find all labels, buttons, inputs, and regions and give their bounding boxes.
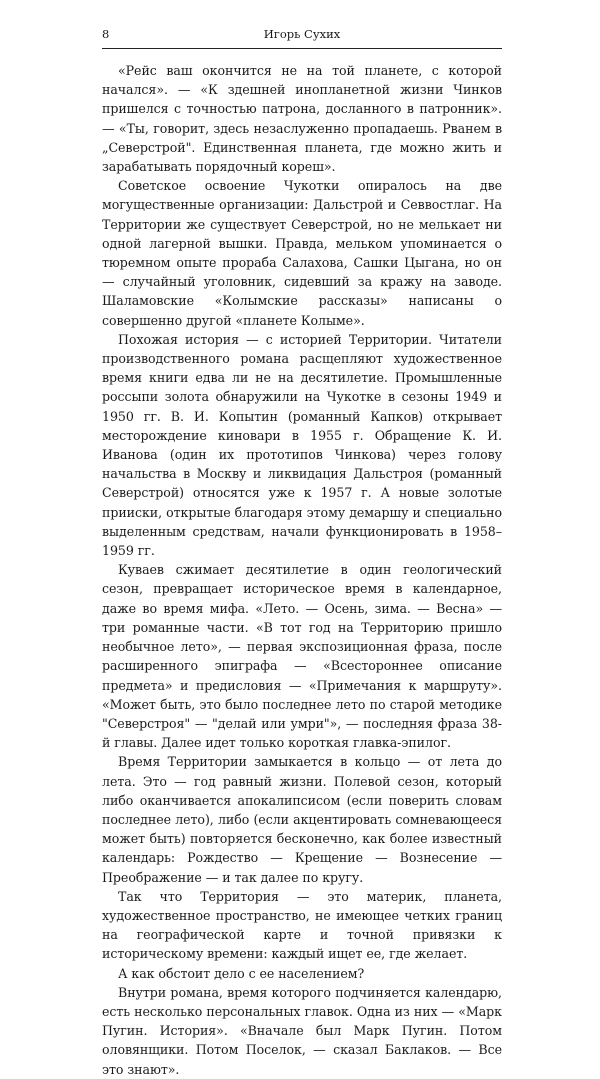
- paragraph: Куваев сжимает десятилетие в один геологический сезон, превращает историческое время в календарное, даже во время мифа. «Лето. — Осень, зима. — Весна» — три романные части. «В тот год на Территорию пришло необычное лето», — первая экспозиционная фраза, после расширенного эпиграфа — «Всестороннее описание предмета» и предисловия — «Примечания к маршруту». «Может быть, это было последнее лето по старой методике "Северстроя" — "делай или умри"», — последняя фраза 38-й главы. Далее идет только короткая главка-эпилог.: [102, 562, 502, 751]
- paragraph: «Рейс ваш окончится не на той планете, с которой начался». — «К здешней инопланетной жизни Чинков пришелся с точностью патрона, досланного в патронник». — «Ты, говорит, здесь незаслуженно пропадаешь. Рванем в „Северстрой". Единственная планета, где можно жить и зарабатывать порядочный кореш».: [102, 63, 502, 175]
- paragraph: Советское освоение Чукотки опиралось на две могущественные организации: Дальстрой и Севвостлаг. На Территории же существует Северстрой, но не мелькает ни одной лагерной вышки. Правда, мельком упоминается о тюремном опыте прораба Салахова, Сашки Цыгана, но он — случайный уголовник, сидевший за кражу на заводе. Шаламовские «Колымские рассказы» написаны о совершенно другой «планете Колыме».: [102, 178, 502, 328]
- paragraph: А как обстоит дело с ее населением?: [118, 965, 365, 981]
- page-number: 8: [102, 27, 110, 41]
- book-page: [102, 24, 502, 1077]
- paragraph: Так что Территория — это материк, планета, художественное пространство, не имеющее четких границ на географической карте и точной привязки к историческому времени: каждый ищет ее, где желает.: [102, 888, 502, 962]
- header-rule: [102, 48, 502, 49]
- body-text: [102, 61, 502, 1079]
- paragraph: Время Территории замыкается в кольцо — от лета до лета. Это — год равный жизни. Полевой сезон, который либо оканчивается апокалипсисом (если поверить словам последнее лето), либо (если акцентировать сомневающееся может быть) повторяется бесконечно, как более известный календарь: Рождество — Крещение — Вознесение — Преображение — и так далее по кругу.: [102, 754, 502, 885]
- paragraph: Внутри романа, время которого подчиняется календарю, есть несколько персональных главок. Одна из них — «Марк Пугин. История». «Вначале был Марк Пугин. Потом оловянщики. Потом Поселок, — сказал Баклаков. — Все это знают».: [102, 984, 502, 1077]
- running-head: [102, 24, 502, 44]
- paragraph: Похожая история — с историей Территории. Читатели производственного романа расщепляют художественное время книги едва ли не на десятилетие. Промышленные россыпи золота обнаружили на Чукотке в сезоны 1949 и 1950 гг. В. И. Копытин (романный Капков) открывает месторождение киновари в 1955 г. Обращение К. И. Иванова (один их прототипов Чинкова) через голову начальства в Москву и ликвидация Дальстроя (романный Северстрой) относятся уже к 1957 г. А новые золотые прииски, открытые благодаря этому демаршу и специально выделенным средствам, начали функционировать в 1958–1959 гг.: [102, 331, 502, 559]
- running-head-author: Игорь Сухих: [263, 27, 341, 41]
